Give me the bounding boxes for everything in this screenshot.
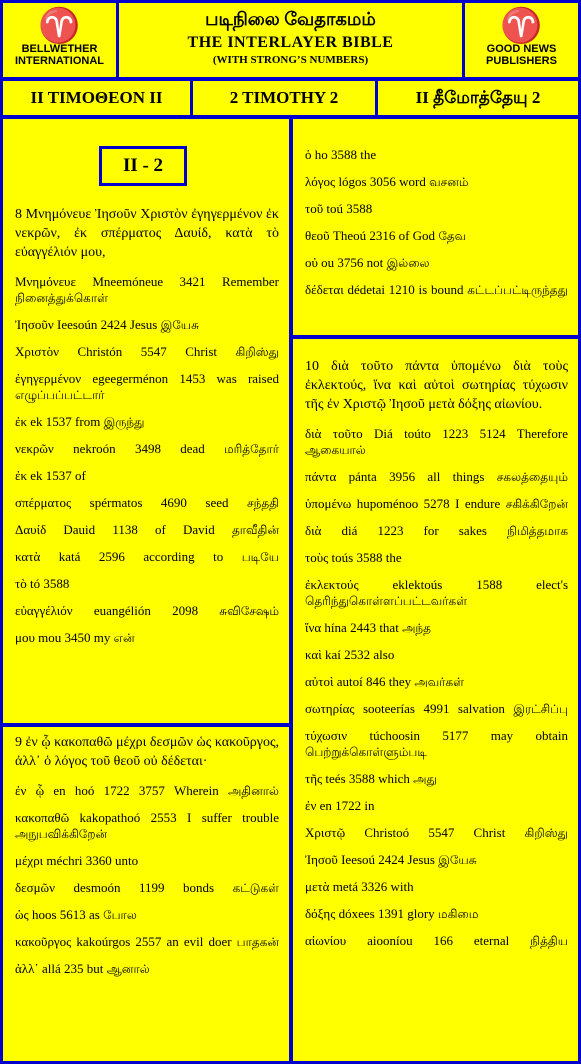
- word-entry: [305, 550, 568, 566]
- word-entry: [305, 523, 568, 539]
- tamil-gloss: சகிக்கிறேன்: [505, 497, 568, 511]
- verse-10-panel: [293, 339, 578, 1061]
- word-gloss-line: ἀλλ᾽ allá 235 but: [15, 961, 104, 976]
- title-box: [119, 3, 462, 77]
- word-entry: [305, 852, 568, 868]
- word-gloss-line: ἵνα hína 2443 that: [305, 620, 399, 635]
- tamil-gloss: மகிமை: [437, 907, 479, 921]
- word-entry: [15, 549, 279, 565]
- title-english: THE INTERLAYER BIBLE: [187, 34, 394, 51]
- tamil-gloss: தாவீதின்: [231, 523, 279, 537]
- word-gloss-line: δόξης dóxees 1391 glory: [305, 906, 435, 921]
- right-logo-text: GOOD NEWS PUBLISHERS: [486, 43, 557, 67]
- word-entry: [305, 255, 568, 271]
- word-gloss-line: πάντα pánta 3956 all things: [305, 469, 485, 484]
- word-gloss-line: μου mou 3450 my: [15, 630, 111, 645]
- word-gloss-line: διὰ diá 1223 for sakes: [305, 523, 487, 538]
- chapter-label: II - 2: [99, 146, 187, 186]
- book-title-english: 2 TIMOTHY 2: [193, 81, 375, 115]
- tamil-gloss: நினைத்துக்கொள்: [15, 291, 108, 305]
- word-gloss-line: Χριστὸν Christón 5547 Christ: [15, 344, 218, 359]
- word-gloss-line: ἐν en 1722 in: [305, 798, 375, 813]
- word-gloss-line: μέχρι méchri 3360 unto: [15, 853, 139, 868]
- verse-8-text: 8 Μνημόνευε Ἰησοῦν Χριστὸν ἐγηγερμένον ἐκ νεκρῶν, ἐκ σπέρματος Δαυίδ, κατὰ τὸ εὐαγγέλιόν μου,: [15, 207, 279, 260]
- book-title-greek: ΙΙ ΤΙΜΟΘΕΟΝ ΙΙ: [3, 81, 190, 115]
- tamil-gloss: இயேசு: [160, 318, 199, 332]
- subtitle: (WITH STRONG’S NUMBERS): [212, 54, 369, 66]
- tamil-gloss: பாதகன்: [236, 935, 279, 949]
- word-entry: [15, 344, 279, 360]
- goodnews-logo: [465, 3, 578, 77]
- bellwether-logo: [3, 3, 116, 77]
- tamil-gloss: கிறிஸ்து: [524, 826, 568, 840]
- word-entry: [305, 282, 568, 298]
- word-entry: [305, 647, 568, 663]
- word-entry: [305, 426, 568, 458]
- tamil-gloss: எழுப்பப்பட்டார்: [15, 388, 105, 402]
- ram-emblem-icon: ♈: [500, 7, 543, 45]
- word-entry: [15, 441, 279, 457]
- tamil-gloss: சகலத்தையும்: [496, 470, 568, 484]
- word-gloss-line: νεκρῶν nekroón 3498 dead: [15, 441, 205, 456]
- tamil-gloss: அது: [413, 772, 437, 786]
- word-entry: [305, 906, 568, 922]
- tamil-gloss: தெரிந்துகொள்ளப்பட்டவர்கள்: [305, 594, 468, 608]
- tamil-gloss: சுவிசேஷம்: [219, 604, 279, 618]
- word-entry: [305, 771, 568, 787]
- tamil-gloss: சந்ததி: [247, 496, 280, 510]
- word-entry: [305, 496, 568, 512]
- word-entry: [15, 934, 279, 950]
- word-entry: [305, 933, 568, 949]
- verse-9-text: 9 ἐν ᾧ κακοπαθῶ μέχρι δεσμῶν ὡς κακοῦργος, ἀλλ᾽ ὁ λόγος τοῦ θεοῦ οὐ δέδεται·: [15, 735, 279, 769]
- word-gloss-line: ὡς hoos 5613 as: [15, 907, 100, 922]
- word-entry: [15, 576, 279, 592]
- word-gloss-line: ὁ ho 3588 the: [305, 147, 377, 162]
- word-entry: [305, 201, 568, 217]
- verse-8-panel: [3, 119, 289, 723]
- word-gloss-line: αἰωνίου aiooníou 166 eternal: [305, 933, 510, 948]
- word-entry: [15, 274, 279, 306]
- tamil-gloss: படியே: [241, 550, 279, 564]
- word-entry: [15, 414, 279, 430]
- word-gloss-line: τοῦ toú 3588: [305, 201, 373, 216]
- tamil-gloss: அநுபவிக்கிறேன்: [15, 827, 108, 841]
- tamil-gloss: இயேசு: [438, 853, 477, 867]
- tamil-gloss: ஆகையால்: [305, 443, 366, 457]
- word-entry: [305, 798, 568, 814]
- word-gloss-line: ἐκλεκτούς eklektoús 1588 elect's: [305, 577, 568, 592]
- word-gloss-line: σπέρματος spérmatos 4690 seed: [15, 495, 229, 510]
- word-gloss-line: ἐν ᾧ en hoó 1722 3757 Wherein: [15, 783, 219, 798]
- word-entry: [15, 880, 279, 896]
- word-gloss-line: Ἰησοῦ Ieesoú 2424 Jesus: [305, 852, 435, 867]
- word-entry: [15, 961, 279, 977]
- word-gloss-line: κακοπαθῶ kakopathoó 2553 I suffer trouble: [15, 810, 279, 825]
- verse-9-panel: [3, 727, 289, 1061]
- word-gloss-line: αὐτοὶ autoí 846 they: [305, 674, 412, 689]
- word-gloss-line: ἐγηγερμένον egeegerménon 1453 was raised: [15, 371, 279, 386]
- tamil-gloss: அந்த: [402, 621, 431, 635]
- word-entry: [15, 783, 279, 799]
- word-gloss-line: Μνημόνευε Mneemóneue 3421 Remember: [15, 274, 279, 289]
- word-gloss-line: κατὰ katá 2596 according to: [15, 549, 224, 564]
- word-entry: [305, 620, 568, 636]
- word-gloss-line: τοὺς toús 3588 the: [305, 550, 402, 565]
- left-logo-text: BELLWETHER INTERNATIONAL: [14, 43, 104, 67]
- word-entry: [305, 879, 568, 895]
- tamil-gloss: என்: [113, 631, 135, 645]
- tamil-gloss: பெற்றுக்கொள்ளும்படி: [305, 745, 427, 759]
- word-gloss-line: εὐαγγέλιόν euangélión 2098: [15, 603, 199, 618]
- word-entry: [15, 522, 279, 538]
- word-entry: [305, 728, 568, 760]
- tamil-gloss: நிமித்தமாக: [507, 524, 568, 538]
- word-entry: [15, 495, 279, 511]
- word-gloss-line: λόγος lógos 3056 word: [305, 174, 426, 189]
- word-gloss-line: οὐ ou 3756 not: [305, 255, 384, 270]
- word-gloss-line: Ἰησοῦν Ieesoún 2424 Jesus: [15, 317, 158, 332]
- word-gloss-line: σωτηρίας sooteerías 4991 salvation: [305, 701, 505, 716]
- word-gloss-line: κακοῦργος kakoúrgos 2557 an evil doer: [15, 934, 232, 949]
- word-gloss-line: δέδεται dédetai 1210 is bound: [305, 282, 464, 297]
- word-entry: [15, 371, 279, 403]
- word-entry: [15, 907, 279, 923]
- tamil-gloss: போல: [103, 908, 137, 922]
- tamil-gloss: நித்திய: [530, 934, 568, 948]
- word-entry: [305, 577, 568, 609]
- word-gloss-line: τύχωσιν túchoosin 5177 may obtain: [305, 728, 568, 743]
- word-gloss-line: θεοῦ Theoú 2316 of God: [305, 228, 436, 243]
- word-entry: [305, 825, 568, 841]
- word-entry: [15, 317, 279, 333]
- word-entry: [15, 603, 279, 619]
- tamil-gloss: கிறிஸ்து: [235, 345, 279, 359]
- word-entry: [305, 174, 568, 190]
- word-gloss-line: Δαυίδ Dauid 1138 of David: [15, 522, 215, 537]
- word-entry: [305, 674, 568, 690]
- tamil-gloss: கட்டுகள்: [232, 881, 280, 895]
- word-gloss-line: Χριστῷ Christoó 5547 Christ: [305, 825, 506, 840]
- word-entry: [305, 701, 568, 717]
- word-gloss-line: μετὰ metá 3326 with: [305, 879, 414, 894]
- word-entry: [15, 853, 279, 869]
- word-gloss-line: διὰ τοῦτο Diá toúto 1223 5124 Therefore: [305, 426, 568, 441]
- word-entry: [15, 810, 279, 842]
- word-gloss-line: τῆς teés 3588 which: [305, 771, 410, 786]
- book-title-tamil: II தீமோத்தேயு 2: [378, 81, 578, 115]
- word-gloss-line: τὸ tó 3588: [15, 576, 70, 591]
- tamil-gloss: இரட்சிப்பு: [513, 702, 568, 716]
- tamil-gloss: வசனம்: [429, 175, 469, 189]
- tamil-gloss: மரித்தோர்: [224, 442, 279, 456]
- tamil-gloss: அதினால்: [227, 784, 280, 798]
- tamil-gloss: இல்லை: [386, 256, 430, 270]
- word-gloss-line: δεσμῶν desmoón 1199 bonds: [15, 880, 215, 895]
- verse-10-text: 10 διὰ τοῦτο πάντα ὑπομένω διὰ τοὺς ἐκλεκτούς, ἵνα καὶ αὐτοὶ σωτηρίας τύχωσιν τῆς ἐν Χριστῷ Ἰησοῦ μετὰ δόξης αἰωνίου.: [305, 359, 568, 412]
- word-entry: [15, 468, 279, 484]
- word-entry: [305, 228, 568, 244]
- word-entry: [305, 469, 568, 485]
- word-gloss-line: ὑπομένω hupoménoo 5278 I endure: [305, 496, 501, 511]
- tamil-gloss: தேவ: [438, 229, 467, 243]
- tamil-gloss: அவர்கள்: [414, 675, 464, 689]
- word-entry: [15, 630, 279, 646]
- word-gloss-line: ἐκ ek 1537 of: [15, 468, 86, 483]
- word-gloss-line: καὶ kaí 2532 also: [305, 647, 395, 662]
- ram-emblem-icon: ♈: [38, 7, 81, 45]
- tamil-gloss: கட்டப்பட்டிருந்தது: [467, 283, 569, 297]
- tamil-gloss: இருந்து: [103, 415, 145, 429]
- word-gloss-line: ἐκ ek 1537 from: [15, 414, 101, 429]
- verse-9-continued-panel: [293, 119, 578, 335]
- tamil-gloss: ஆனால்: [106, 962, 150, 976]
- title-tamil: படிநிலை வேதாகமம்: [205, 9, 376, 29]
- word-entry: [305, 147, 568, 163]
